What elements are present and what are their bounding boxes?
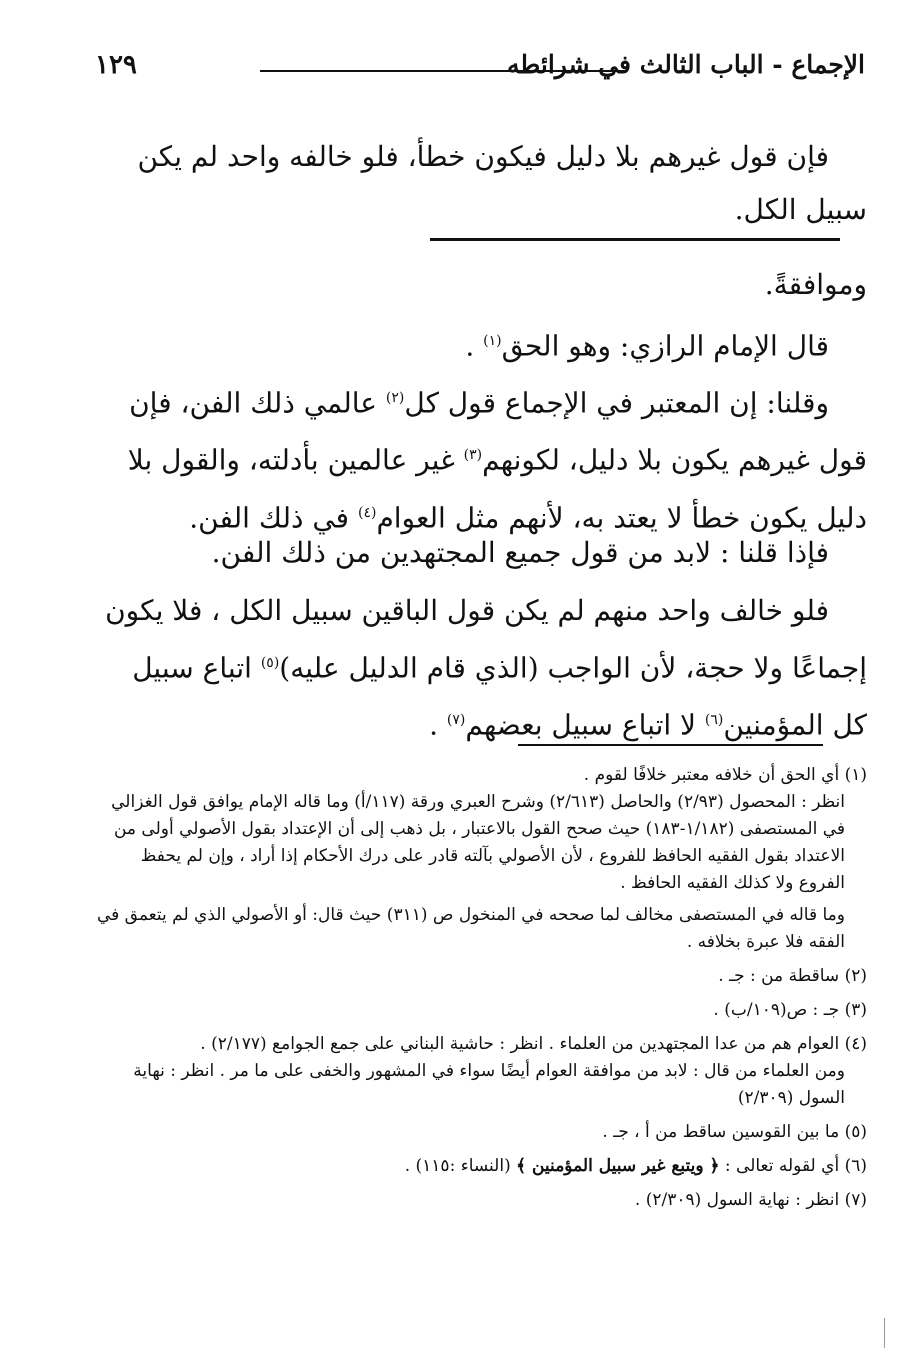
footnote-4-line-1: (٤) العوام هم من عدا المجتهدين من العلماء . انظر : حاشية البناني على جمع الجوامع (٢/١٧٧) . [200,1034,867,1054]
footnote-ref-6: (٦) [704,712,724,729]
header-rule [260,70,625,72]
paragraph-qulna-d: في ذلك الفن. [189,500,358,534]
footnote-6 [92,1153,867,1180]
footnote-3: (٣) جـ : ص(١٠٩/ب) . [713,1000,867,1020]
footnote-ref-7: (٧) [446,712,466,729]
after-rule-text: وموافقةً. [764,268,867,301]
paragraph-qulna-a: وقلنا: إن المعتبر في الإجماع قول كل [404,386,829,420]
paragraph-khalaf [92,584,867,752]
footnote-4-line-2: ومن العلماء من قال : لابد من موافقة العوام أيضًا سواء في المشهور والخفى على ما مر . انظر : نهاية السول (٢/٣٠٩) [133,1061,845,1108]
footnote-ref-4: (٤) [357,504,377,521]
footnote-ref-5: (٥) [260,655,280,671]
footnote-1-line-1: (١) أي الحق أن خلافه معتبر خلافًا لقوم . [583,765,867,785]
footnote-ref-1: (١) [483,333,502,349]
paragraph-qulna [92,372,867,544]
top-paragraph: فإن قول غيرهم بلا دليل فيكون خطأ، فلو خالفه واحد لم يكن سبيل الكل. [137,140,867,226]
paragraph-razi-end: . [465,329,484,363]
header-title: الإجماع - الباب الثالث في شرائطه [506,50,865,79]
paragraph-qulna-b: عالمي ذلك الفن، فإن قول غيرهم يكون بلا دليل، لكونهم [129,386,867,477]
footnote-6-verse: ﴿ ويتبع غير سبيل المؤمنين ﴾ [516,1156,720,1176]
paragraph-razi-text: قال الإمام الرازي: وهو الحق [501,329,829,363]
paragraph-razi [92,318,867,369]
paragraph-khalaf-a: فلو خالف واحد منهم لم يكن قول الباقين سبيل الكل ، فلا يكون إجماعًا ولا حجة، لأن الواجب (الذي قام الدليل عليه) [105,594,867,685]
footnote-7: (٧) انظر : نهاية السول (٢/٣٠٩) . [634,1190,867,1210]
section-divider [430,238,840,241]
footnote-6-ref: (النساء :١١٥) . [404,1156,517,1176]
footnote-1-line-3: وما قاله في المستصفى مخالف لما صححه في المنخول ص (٣١١) حيث قال: أو الأصولي الذي لم يتعمق في الفقه فلا عبرة بخلافه . [96,905,845,952]
page-number: ١٢٩ [95,50,137,80]
paragraph-khalaf-d: . [429,708,447,742]
paragraph-khalaf-c: لا اتباع سبيل بعضهم [465,708,705,742]
footnote-separator [518,744,823,746]
footnote-1-line-2: انظر : المحصول (٢/٩٣) والحاصل (٢/٦١٣) وشرح العبري ورقة (١١٧/أ) وما قاله الإمام يوافق قول الغزالي في المستصفى (١/١٨٢-١٨٣) حيث صحح القول بالاعتبار ، بل ذهب إلى أن الإعتداد بقول الأصولي أولى من الاعتداد بقول الفقيه الحافظ للفروع ، لأن الأصولي بآلته قادر على درك الأحكام إذا أراد ، وإن لم يحفظ الفروع ولا كذلك الفقيه الحافظ . [111,792,845,893]
paragraph-idha: فإذا قلنا : لابد من قول جميع المجتهدين من ذلك الفن. [211,536,829,569]
page-edge-mark [884,1318,885,1348]
footnote-6-intro: (٦) أي لقوله تعالى : [719,1156,867,1176]
running-header [95,50,865,90]
paragraph-qulna-c: غير عالمين بأدلته، والقول بلا دليل يكون خطأ لا يعتد به، لأنهم مثل العوام [127,443,867,534]
footnote-ref-2: (٢) [385,390,405,406]
footnotes [92,762,867,1214]
footnote-ref-3: (٣) [463,447,483,464]
paragraph-khalaf-b: اتباع سبيل كل المؤمنين [132,651,867,742]
footnote-5: (٥) ما بين القوسين ساقط من أ ، جـ . [602,1122,867,1142]
footnote-2: (٢) ساقطة من : جـ . [718,966,867,986]
